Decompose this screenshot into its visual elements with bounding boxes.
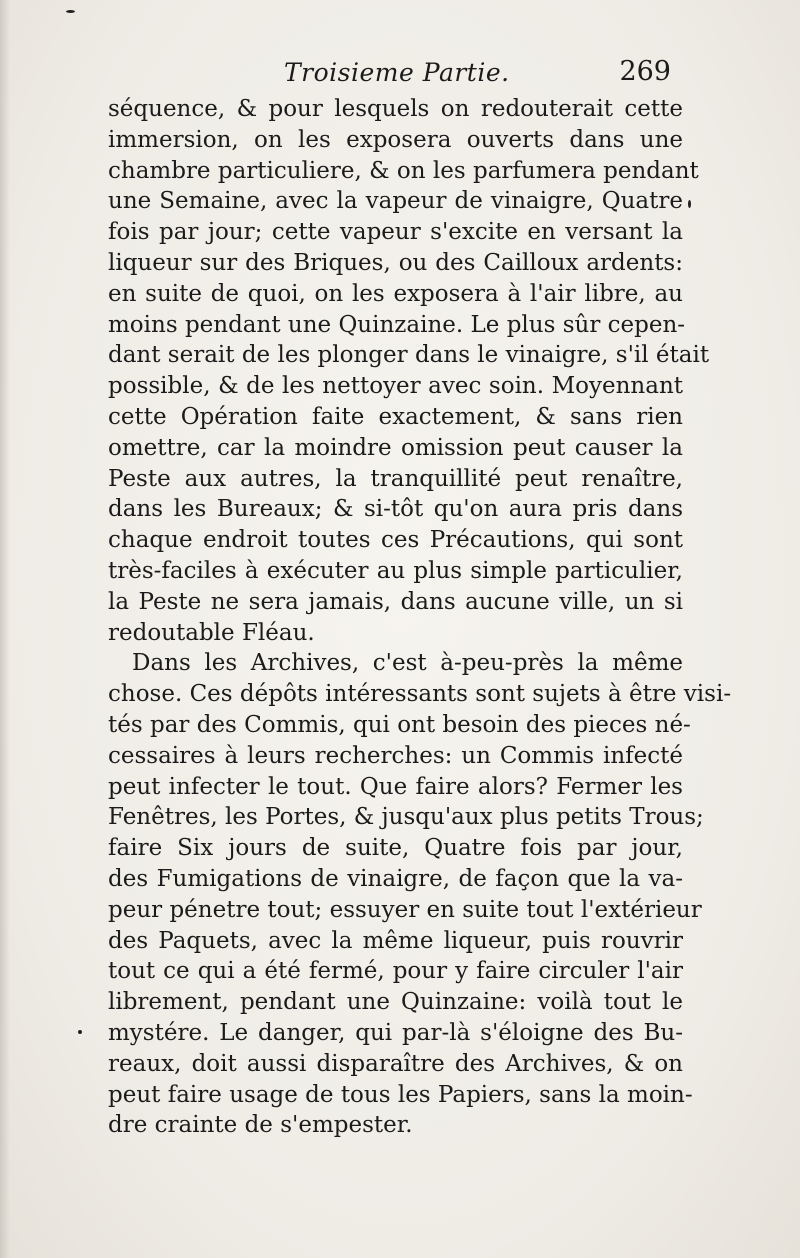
text-line: Dans les Archives, c'est à-peu-près la même	[132, 650, 683, 677]
text-line: une Semaine, avec la vapeur de vinaigre, Quatre	[108, 188, 683, 215]
text-line: librement, pendant une Quinzaine: voilà tout le	[108, 989, 683, 1016]
text-line: dant serait de les plonger dans le vinaigre, s'il était	[108, 342, 710, 369]
text-line: cette Opération faite exactement, & sans rien	[108, 403, 683, 430]
page-header	[108, 56, 683, 92]
text-line: Peste aux autres, la tranquillité peut renaître,	[108, 465, 683, 492]
text-line: immersion, on les exposera ouverts dans une	[108, 126, 683, 153]
text-line: Fenêtres, les Portes, & jusqu'aux plus petits Trous;	[108, 804, 704, 831]
text-line: omettre, car la moindre omission peut causer la	[108, 434, 683, 461]
text-line: fois par jour; cette vapeur s'excite en versant la	[108, 219, 683, 246]
text-line: peur pénetre tout; essuyer en suite tout l'extérieur	[108, 896, 702, 923]
text-line: chose. Ces dépôts intéressants sont sujets à être visi-	[108, 681, 732, 708]
text-line: reaux, doit aussi disparaître des Archives, & on	[108, 1050, 683, 1077]
text-line: peut faire usage de tous les Papiers, sans la moin-	[108, 1081, 693, 1108]
body-text	[108, 94, 732, 1141]
text-line: séquence, & pour lesquels on redouterait cette	[108, 96, 683, 122]
ink-speck	[78, 1030, 82, 1034]
text-line: des Fumigations de vinaigre, de façon que la va-	[108, 865, 683, 892]
text-line: chambre particuliere, & on les parfumera pendant	[108, 157, 699, 184]
text-line: cessaires à leurs recherches: un Commis infecté	[108, 742, 683, 769]
page-gutter-shadow	[0, 0, 10, 1258]
ink-speck	[688, 200, 691, 208]
text-line: liqueur sur des Briques, ou des Cailloux ardents:	[108, 249, 683, 276]
page-number: 269	[619, 56, 671, 87]
text-line: moins pendant une Quinzaine. Le plus sûr cepen-	[108, 311, 686, 338]
text-line: des Paquets, avec la même liqueur, puis rouvrir	[108, 927, 683, 954]
text-line: dans les Bureaux; & si-tôt qu'on aura pris dans	[108, 496, 683, 523]
text-line: redoutable Fléau.	[108, 619, 315, 646]
ink-speck	[66, 10, 75, 13]
paragraph-2	[108, 648, 732, 1141]
text-line: tés par des Commis, qui ont besoin des pieces né-	[108, 711, 691, 738]
text-line: peut infecter le tout. Que faire alors? Fermer les	[108, 773, 683, 800]
text-line: faire Six jours de suite, Quatre fois par jour,	[108, 835, 683, 862]
running-head: Troisieme Partie.	[284, 58, 510, 87]
text-line: chaque endroit toutes ces Précautions, qui sont	[108, 527, 683, 554]
text-line: la Peste ne sera jamais, dans aucune ville, un si	[108, 588, 683, 615]
paragraph-1	[108, 94, 710, 648]
text-line: mystére. Le danger, qui par-là s'éloigne des Bu-	[108, 1019, 683, 1046]
text-line: très-faciles à exécuter au plus simple particulier,	[108, 557, 683, 584]
text-line: possible, & de les nettoyer avec soin. Moyennant	[108, 373, 683, 400]
text-line: en suite de quoi, on les exposera à l'air libre, au	[108, 280, 683, 307]
text-line: dre crainte de s'empester.	[108, 1112, 413, 1139]
text-line: tout ce qui a été fermé, pour y faire circuler l'air	[108, 958, 683, 985]
